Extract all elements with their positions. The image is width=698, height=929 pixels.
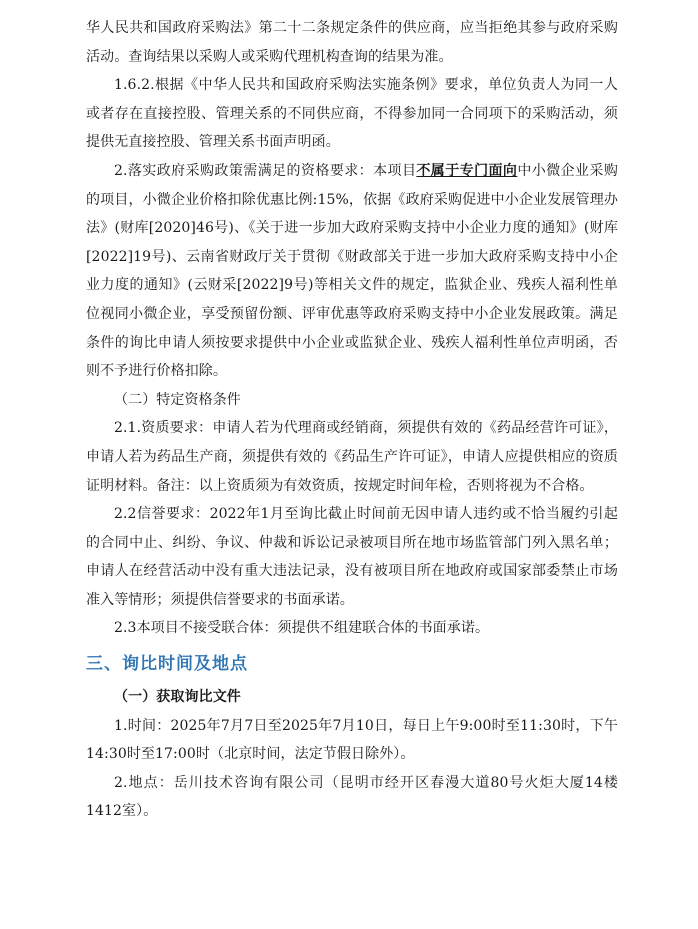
paragraph-2-1-qualification-requirements: 2.1.资质要求：申请人若为代理商或经销商，须提供有效的《药品经营许可证》，申请人若为药品生产商，须提供有效的《药品生产许可证》，申请人应提供相应的资质证明材料。备注：以上资质须为有效资质，按规定时间年检，否则将视为不合格。: [86, 420, 618, 494]
paragraph-time: 1.时间：2025年7月7日至2025年7月10日，每日上午9:00时至11:30时，下午14:30时至17:00时（北京时间，法定节假日除外）。: [86, 717, 618, 763]
paragraph-2-2-credit-requirements: 2.2信誉要求：2022年1月至询比截止时间前无因申请人违约或不恰当履约引起的合同中止、纠纷、争议、仲裁和诉讼记录被项目所在地市场监管部门列入黑名单；申请人在经营活动中没有重大违法记录，没有被项目所在地政府或国家部委禁止市场准入等情形；须提供信誉要求的书面承诺。: [86, 506, 618, 608]
document-page: [86, 0, 618, 826]
subheading-specific-qualifications: （二）特定资格条件: [114, 391, 241, 408]
paragraph-1-6-2-control-relationship: 1.6.2.根据《中华人民共和国政府采购法实施条例》要求，单位负责人为同一人或者存在直接控股、管理关系的不同供应商，不得参加同一合同项下的采购活动，须提供无直接控股、管理关系书面声明函。: [86, 77, 618, 151]
paragraph-procurement-law-continuation: 华人民共和国政府采购法》第二十二条规定条件的供应商，应当拒绝其参与政府采购活动。查询结果以采购人或采购代理机构查询的结果为准。: [86, 20, 618, 65]
subheading-obtain-documents: （一）获取询比文件: [114, 689, 241, 706]
paragraph-2-3-no-consortium: 2.3本项目不接受联合体：须提供不组建联合体的书面承诺。: [114, 620, 490, 637]
policy-text-before: 2.落实政府采购政策需满足的资格要求：本项目: [114, 162, 417, 179]
policy-text-after: 中小微企业采购的项目，小微企业价格扣除优惠比例:15%，依据《政府采购促进中小企业发展管理办法》(财库[2020]46号)、《关于进一步加大政府采购支持中小企业力度的通知》(财库[2022]19号)、云南省财政厅关于贯彻《财政部关于进一步加大政府采购支持中小企业力度的通知》(云财采[2022]9号)等相关文件的规定，监狱企业、残疾人福利性单位视同小微企业，享受预留份额、评审优惠等政府采购支持中小企业发展政策。满足条件的询比申请人须按要求提供中小企业或监狱企业、残疾人福利性单位声明函，否则不予进行价格扣除。: [86, 162, 619, 380]
paragraph-2-policy-requirements: [86, 157, 618, 386]
policy-emphasis-not-dedicated: 不属于专门面向: [416, 162, 518, 179]
paragraph-location: 2.地点：岳川技术咨询有限公司（昆明市经开区春漫大道80号火炬大厦14楼1412室）。: [86, 774, 618, 820]
section-heading-time-and-place: 三、询比时间及地点: [86, 654, 248, 675]
